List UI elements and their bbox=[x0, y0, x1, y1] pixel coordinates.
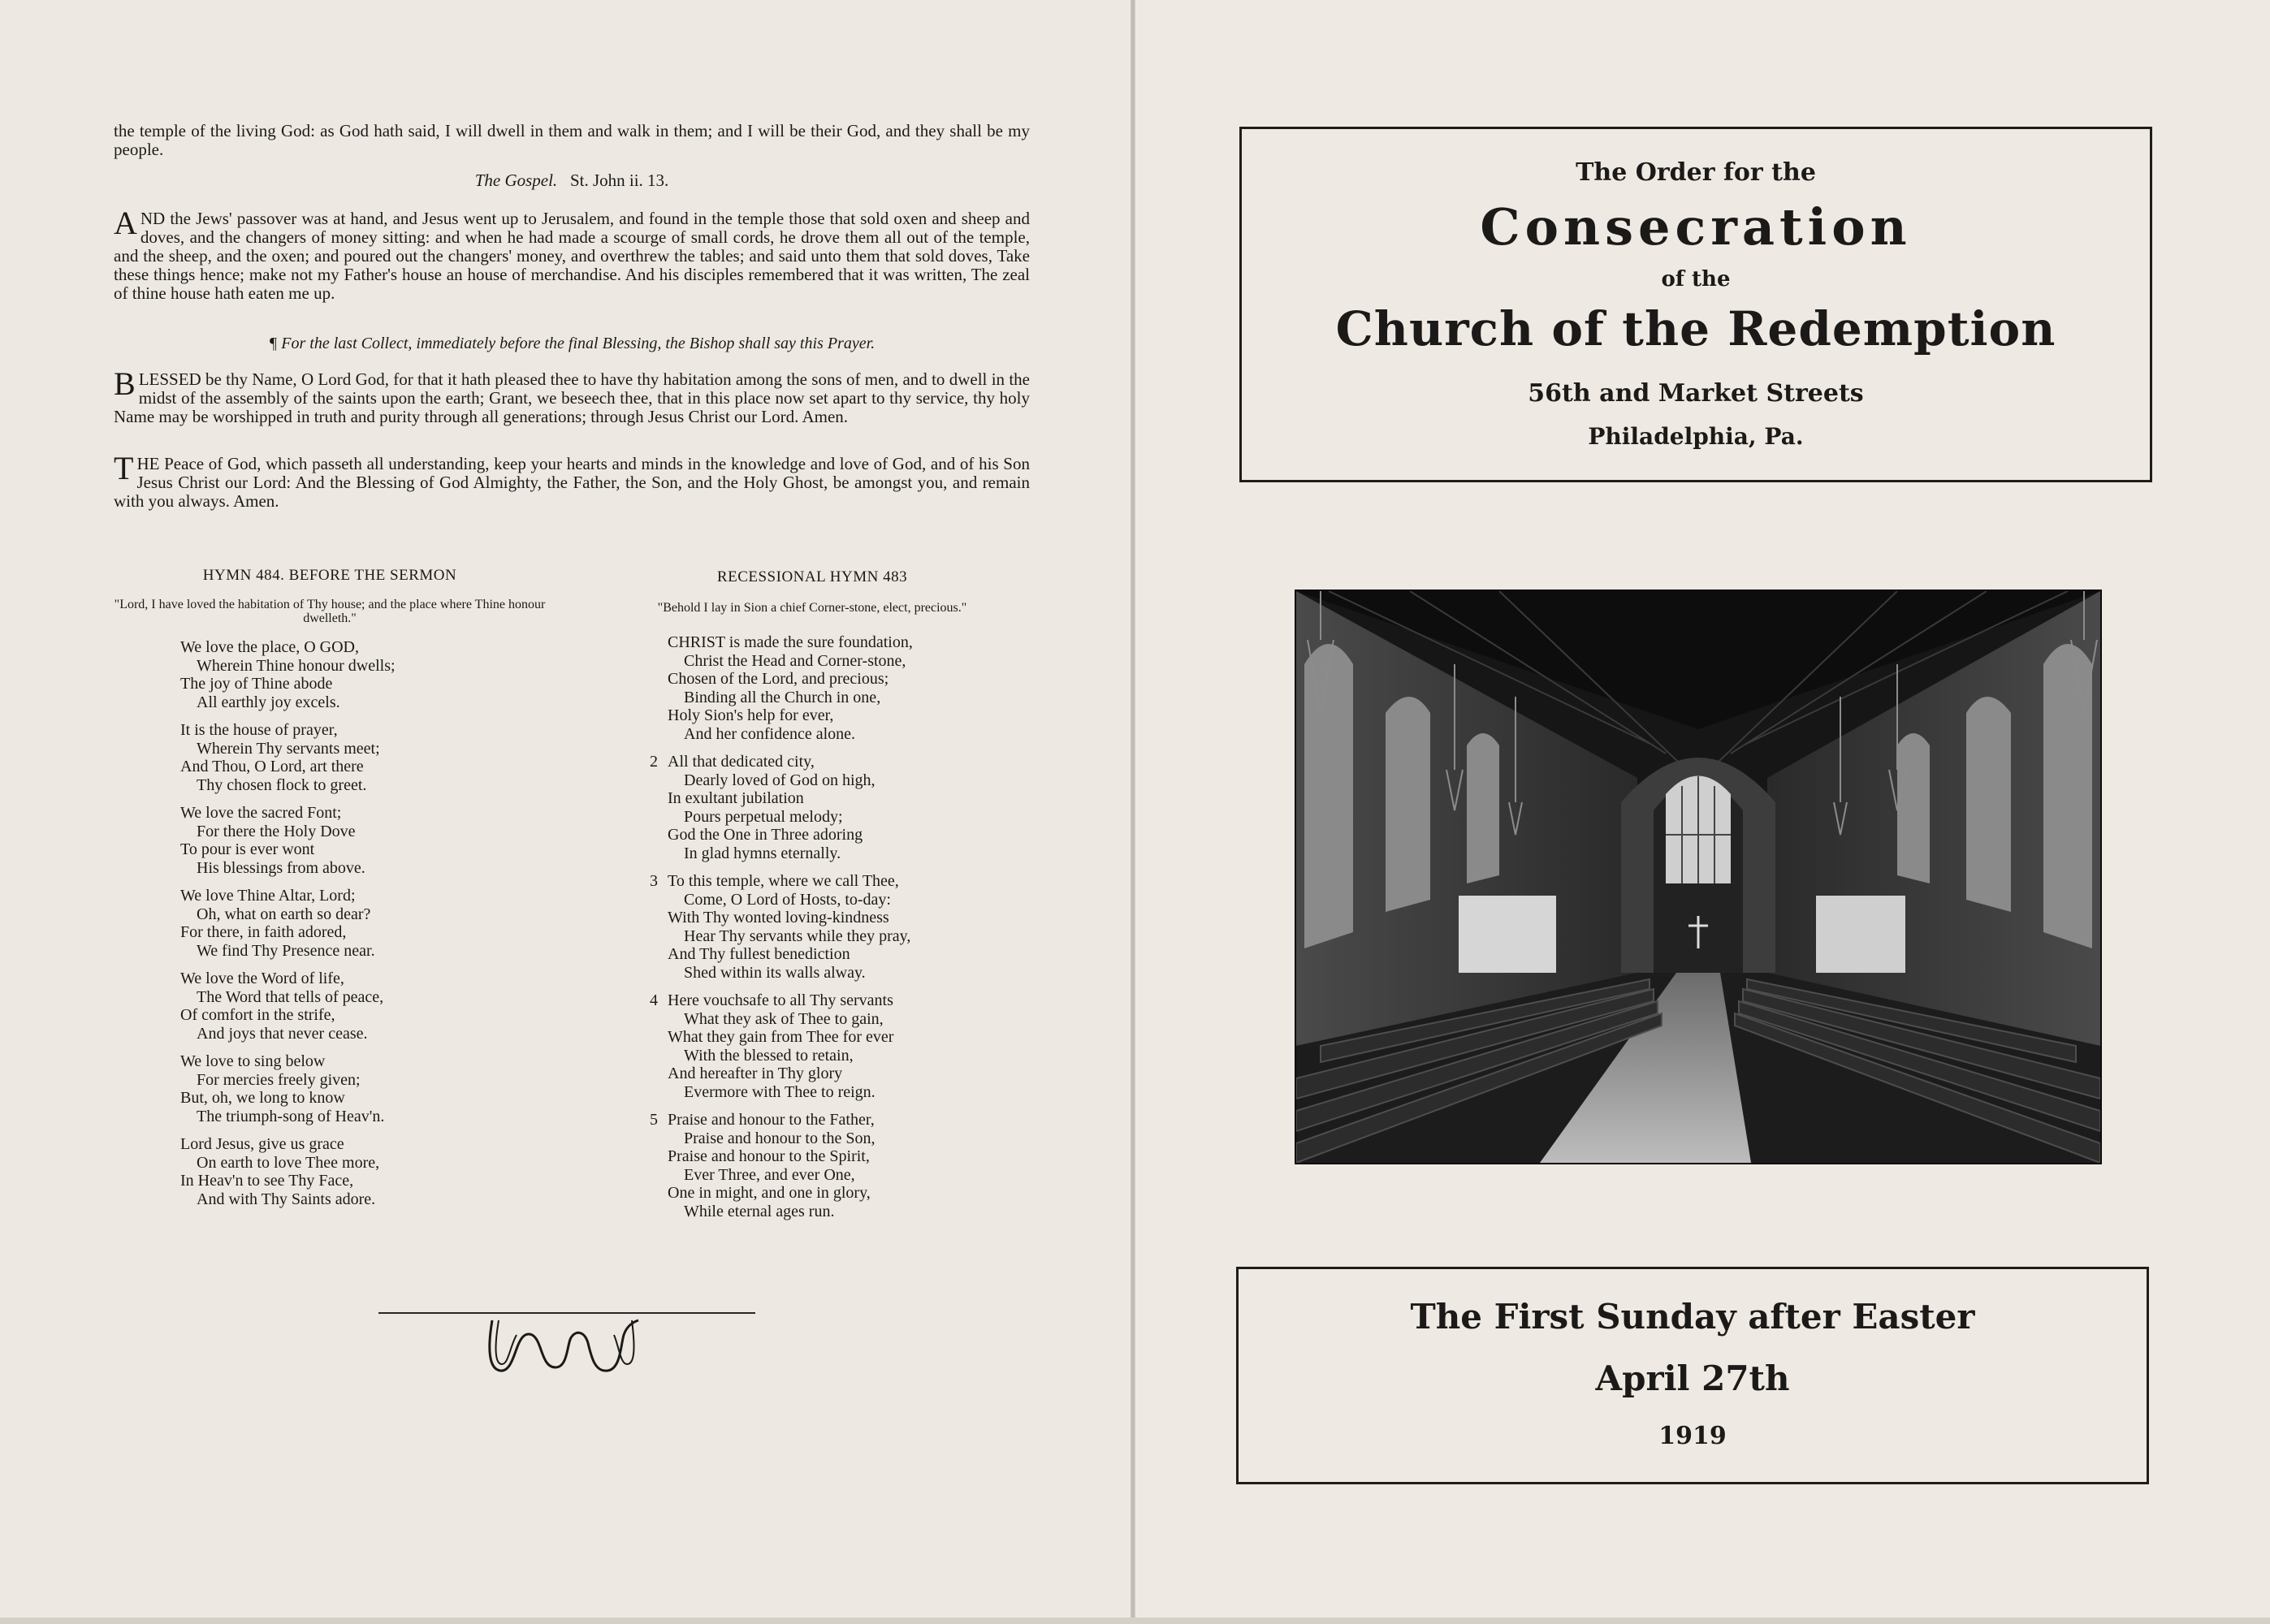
hymn-line: We love the Word of life, bbox=[180, 970, 344, 987]
gospel-text-block bbox=[114, 205, 1030, 303]
left-page bbox=[0, 0, 1131, 1624]
date-line: April 27th bbox=[1595, 1358, 1790, 1398]
hymn-line: Dearly loved of God on high, bbox=[684, 771, 876, 789]
hymn-484-stanza bbox=[180, 970, 396, 1043]
stanza-number: 5 bbox=[650, 1111, 658, 1129]
hymn-line: For there, in faith adored, bbox=[180, 923, 347, 941]
gospel-label: The Gospel. bbox=[474, 171, 558, 190]
hymn-line: While eternal ages run. bbox=[684, 1202, 835, 1220]
hymn-line: And her confidence alone. bbox=[684, 724, 856, 743]
hymn-line: We love to sing below bbox=[180, 1052, 326, 1070]
hymn-483-verses bbox=[650, 633, 913, 1230]
hymn-line: Pours perpetual melody; bbox=[684, 807, 843, 826]
gospel-dropcap: A bbox=[114, 205, 137, 241]
hymn-line: Hear Thy servants while they pray, bbox=[684, 926, 911, 945]
hymn-484-stanza bbox=[180, 804, 396, 877]
hymn-line: For there the Holy Dove bbox=[197, 822, 356, 840]
hymn-line: CHRIST is made the sure foundation, bbox=[668, 633, 913, 651]
hymn-line: To pour is ever wont bbox=[180, 840, 315, 858]
hymn-line: What they ask of Thee to gain, bbox=[684, 1009, 884, 1028]
hymn-line: All that dedicated city, bbox=[668, 753, 815, 771]
church-city: Philadelphia, Pa. bbox=[1588, 423, 1804, 450]
hymn-line: And Thou, O Lord, art there bbox=[180, 758, 364, 775]
blessing-block bbox=[114, 450, 1030, 511]
hymn-line: Shed within its walls alway. bbox=[684, 963, 866, 982]
hymn-line: We love Thine Altar, Lord; bbox=[180, 887, 356, 905]
hymn-line: Holy Sion's help for ever, bbox=[668, 706, 834, 724]
hymn-line: On earth to love Thee more, bbox=[197, 1153, 380, 1172]
prayer-block bbox=[114, 365, 1030, 426]
hymn-line: Chosen of the Lord, and precious; bbox=[668, 670, 889, 688]
stanza-number: 2 bbox=[650, 753, 658, 771]
hymn-line: One in might, and one in glory, bbox=[668, 1184, 871, 1202]
hymn-line: And Thy fullest benediction bbox=[668, 945, 850, 963]
hymn-line: We love the place, O GOD, bbox=[180, 638, 359, 656]
hymn-483-stanza bbox=[650, 872, 913, 982]
hymn-line: Binding all the Church in one, bbox=[684, 688, 881, 706]
hymn-line: To this temple, where we call Thee, bbox=[668, 872, 899, 890]
hymn-483-stanza bbox=[650, 753, 913, 862]
church-interior-illustration bbox=[1296, 591, 2100, 1163]
blessing-text: HE Peace of God, which passeth all understanding, keep your hearts and minds in the knowledge and love of God, and of his Son Jesus Christ our Lord: And the Blessing of God Almighty, the Father, the Son, and the Holy Ghost, be amongst you, and remain with you always. Amen. bbox=[114, 454, 1030, 511]
church-address: 56th and Market Streets bbox=[1528, 379, 1864, 408]
occasion-line: The First Sunday after Easter bbox=[1410, 1297, 1975, 1337]
hymn-line: With Thy wonted loving-kindness bbox=[668, 909, 889, 926]
hymn-line: Praise and honour to the Father, bbox=[668, 1111, 875, 1129]
hymn-484-quote: "Lord, I have loved the habitation of Thy house; and the place where Thine honour dwelleth." bbox=[114, 598, 546, 625]
intro-text: the temple of the living God: as God hath said, I will dwell in them and walk in them; and I will be their God, and they shall be my people. bbox=[114, 121, 1030, 159]
hymn-line: And hereafter in Thy glory bbox=[668, 1065, 843, 1082]
hymn-line: For mercies freely given; bbox=[197, 1070, 361, 1089]
hymn-484-stanza bbox=[180, 887, 396, 960]
closing-rule bbox=[378, 1312, 755, 1314]
hymn-line: In Heav'n to see Thy Face, bbox=[180, 1172, 354, 1190]
hymn-line: Wherein Thy servants meet; bbox=[197, 739, 380, 758]
title-church-name: Church of the Redemption bbox=[1335, 301, 2056, 356]
hymn-484-stanza bbox=[180, 721, 396, 794]
hymn-484-verses bbox=[180, 638, 396, 1218]
rubric-instruction: ¶ For the last Collect, immediately before the final Blessing, the Bishop shall say this Prayer. bbox=[268, 335, 876, 352]
hymn-line: Ever Three, and ever One, bbox=[684, 1165, 855, 1184]
hymn-line: The triumph-song of Heav'n. bbox=[197, 1107, 385, 1125]
decorative-ornament bbox=[484, 1317, 646, 1376]
hymn-483-stanza bbox=[650, 1111, 913, 1220]
prayer-dropcap: B bbox=[114, 365, 136, 402]
hymn-line: Christ the Head and Corner-stone, bbox=[684, 651, 906, 670]
hymn-483-quote: "Behold I lay in Sion a chief Corner-stone, elect, precious." bbox=[657, 601, 967, 615]
hymn-line: All earthly joy excels. bbox=[197, 693, 340, 711]
church-interior-photo bbox=[1295, 590, 2102, 1164]
hymn-line: Oh, what on earth so dear? bbox=[197, 905, 371, 923]
title-consecration: Consecration bbox=[1480, 197, 1912, 257]
hymn-line: Come, O Lord of Hosts, to-day: bbox=[684, 890, 891, 909]
paper-bottom-edge bbox=[0, 1618, 2270, 1624]
hymn-line: Wherein Thine honour dwells; bbox=[197, 656, 396, 675]
hymn-line: The Word that tells of peace, bbox=[197, 987, 384, 1006]
date-box bbox=[1236, 1267, 2149, 1484]
hymn-line: The joy of Thine abode bbox=[180, 675, 333, 693]
hymn-line: With the blessed to retain, bbox=[684, 1046, 854, 1065]
hymn-line: Of comfort in the strife, bbox=[180, 1006, 335, 1024]
hymn-484-stanza bbox=[180, 1052, 396, 1125]
hymn-line: Praise and honour to the Spirit, bbox=[668, 1147, 870, 1165]
hymn-line: And joys that never cease. bbox=[197, 1024, 368, 1043]
hymn-484-stanza bbox=[180, 1135, 396, 1208]
stanza-number: 4 bbox=[650, 991, 658, 1009]
hymn-484-stanza bbox=[180, 638, 396, 711]
hymn-line: Lord Jesus, give us grace bbox=[180, 1135, 344, 1153]
hymn-484-title: HYMN 484. BEFORE THE SERMON bbox=[202, 567, 457, 584]
hymn-line: But, oh, we long to know bbox=[180, 1089, 345, 1107]
hymn-line: We love the sacred Font; bbox=[180, 804, 342, 822]
gospel-text: ND the Jews' passover was at hand, and Jesus went up to Jerusalem, and found in the temple those that sold oxen and sheep and doves, and the changers of money sitting: and when he had made a scourge of small cords, he drove them all out of the temple, and the sheep, and the oxen; and poured out the changers' money, and overthrew the tables; and said unto them that sold doves, Take these things hence; make not my Father's house an house of merchandise. And his disciples remembered that it was written, The zeal of thine house hath eaten me up. bbox=[114, 209, 1030, 303]
gospel-heading bbox=[114, 171, 1030, 191]
title-box bbox=[1239, 127, 2152, 482]
blessing-dropcap: T bbox=[114, 450, 134, 486]
stanza-number: 3 bbox=[650, 872, 658, 890]
hymn-line: It is the house of prayer, bbox=[180, 721, 338, 739]
hymn-line: Thy chosen flock to greet. bbox=[197, 775, 367, 794]
hymn-line: In glad hymns eternally. bbox=[684, 844, 841, 862]
hymn-line: In exultant jubilation bbox=[668, 789, 804, 807]
hymn-line: Praise and honour to the Son, bbox=[684, 1129, 876, 1147]
hymn-line: What they gain from Thee for ever bbox=[668, 1028, 894, 1046]
hymn-483-stanza bbox=[650, 991, 913, 1101]
hymn-483-stanza bbox=[668, 633, 913, 743]
title-order-line: The Order for the bbox=[1576, 158, 1816, 187]
hymn-line: His blessings from above. bbox=[197, 858, 365, 877]
hymn-line: God the One in Three adoring bbox=[668, 826, 863, 844]
title-of-the: of the bbox=[1661, 267, 1731, 292]
right-page bbox=[1135, 0, 2270, 1624]
gospel-reference: St. John ii. 13. bbox=[569, 171, 669, 190]
hymn-line: Here vouchsafe to all Thy servants bbox=[668, 991, 893, 1009]
hymn-line: We find Thy Presence near. bbox=[197, 941, 375, 960]
prayer-text: LESSED be thy Name, O Lord God, for that it hath pleased thee to have thy habitation among the sons of men, and to dwell in the midst of the assembly of the saints upon the earth; Grant, we beseech thee, that in this place now set apart to thy service, thy holy Name may be worshipped in truth and purity through all generations; through Jesus Christ our Lord. Amen. bbox=[114, 369, 1030, 426]
hymn-483-title: RECESSIONAL HYMN 483 bbox=[716, 568, 908, 585]
intro-text-block bbox=[114, 122, 1030, 159]
hymn-line: Evermore with Thee to reign. bbox=[684, 1082, 876, 1101]
year-line: 1919 bbox=[1658, 1422, 1727, 1450]
hymn-line: And with Thy Saints adore. bbox=[197, 1190, 376, 1208]
